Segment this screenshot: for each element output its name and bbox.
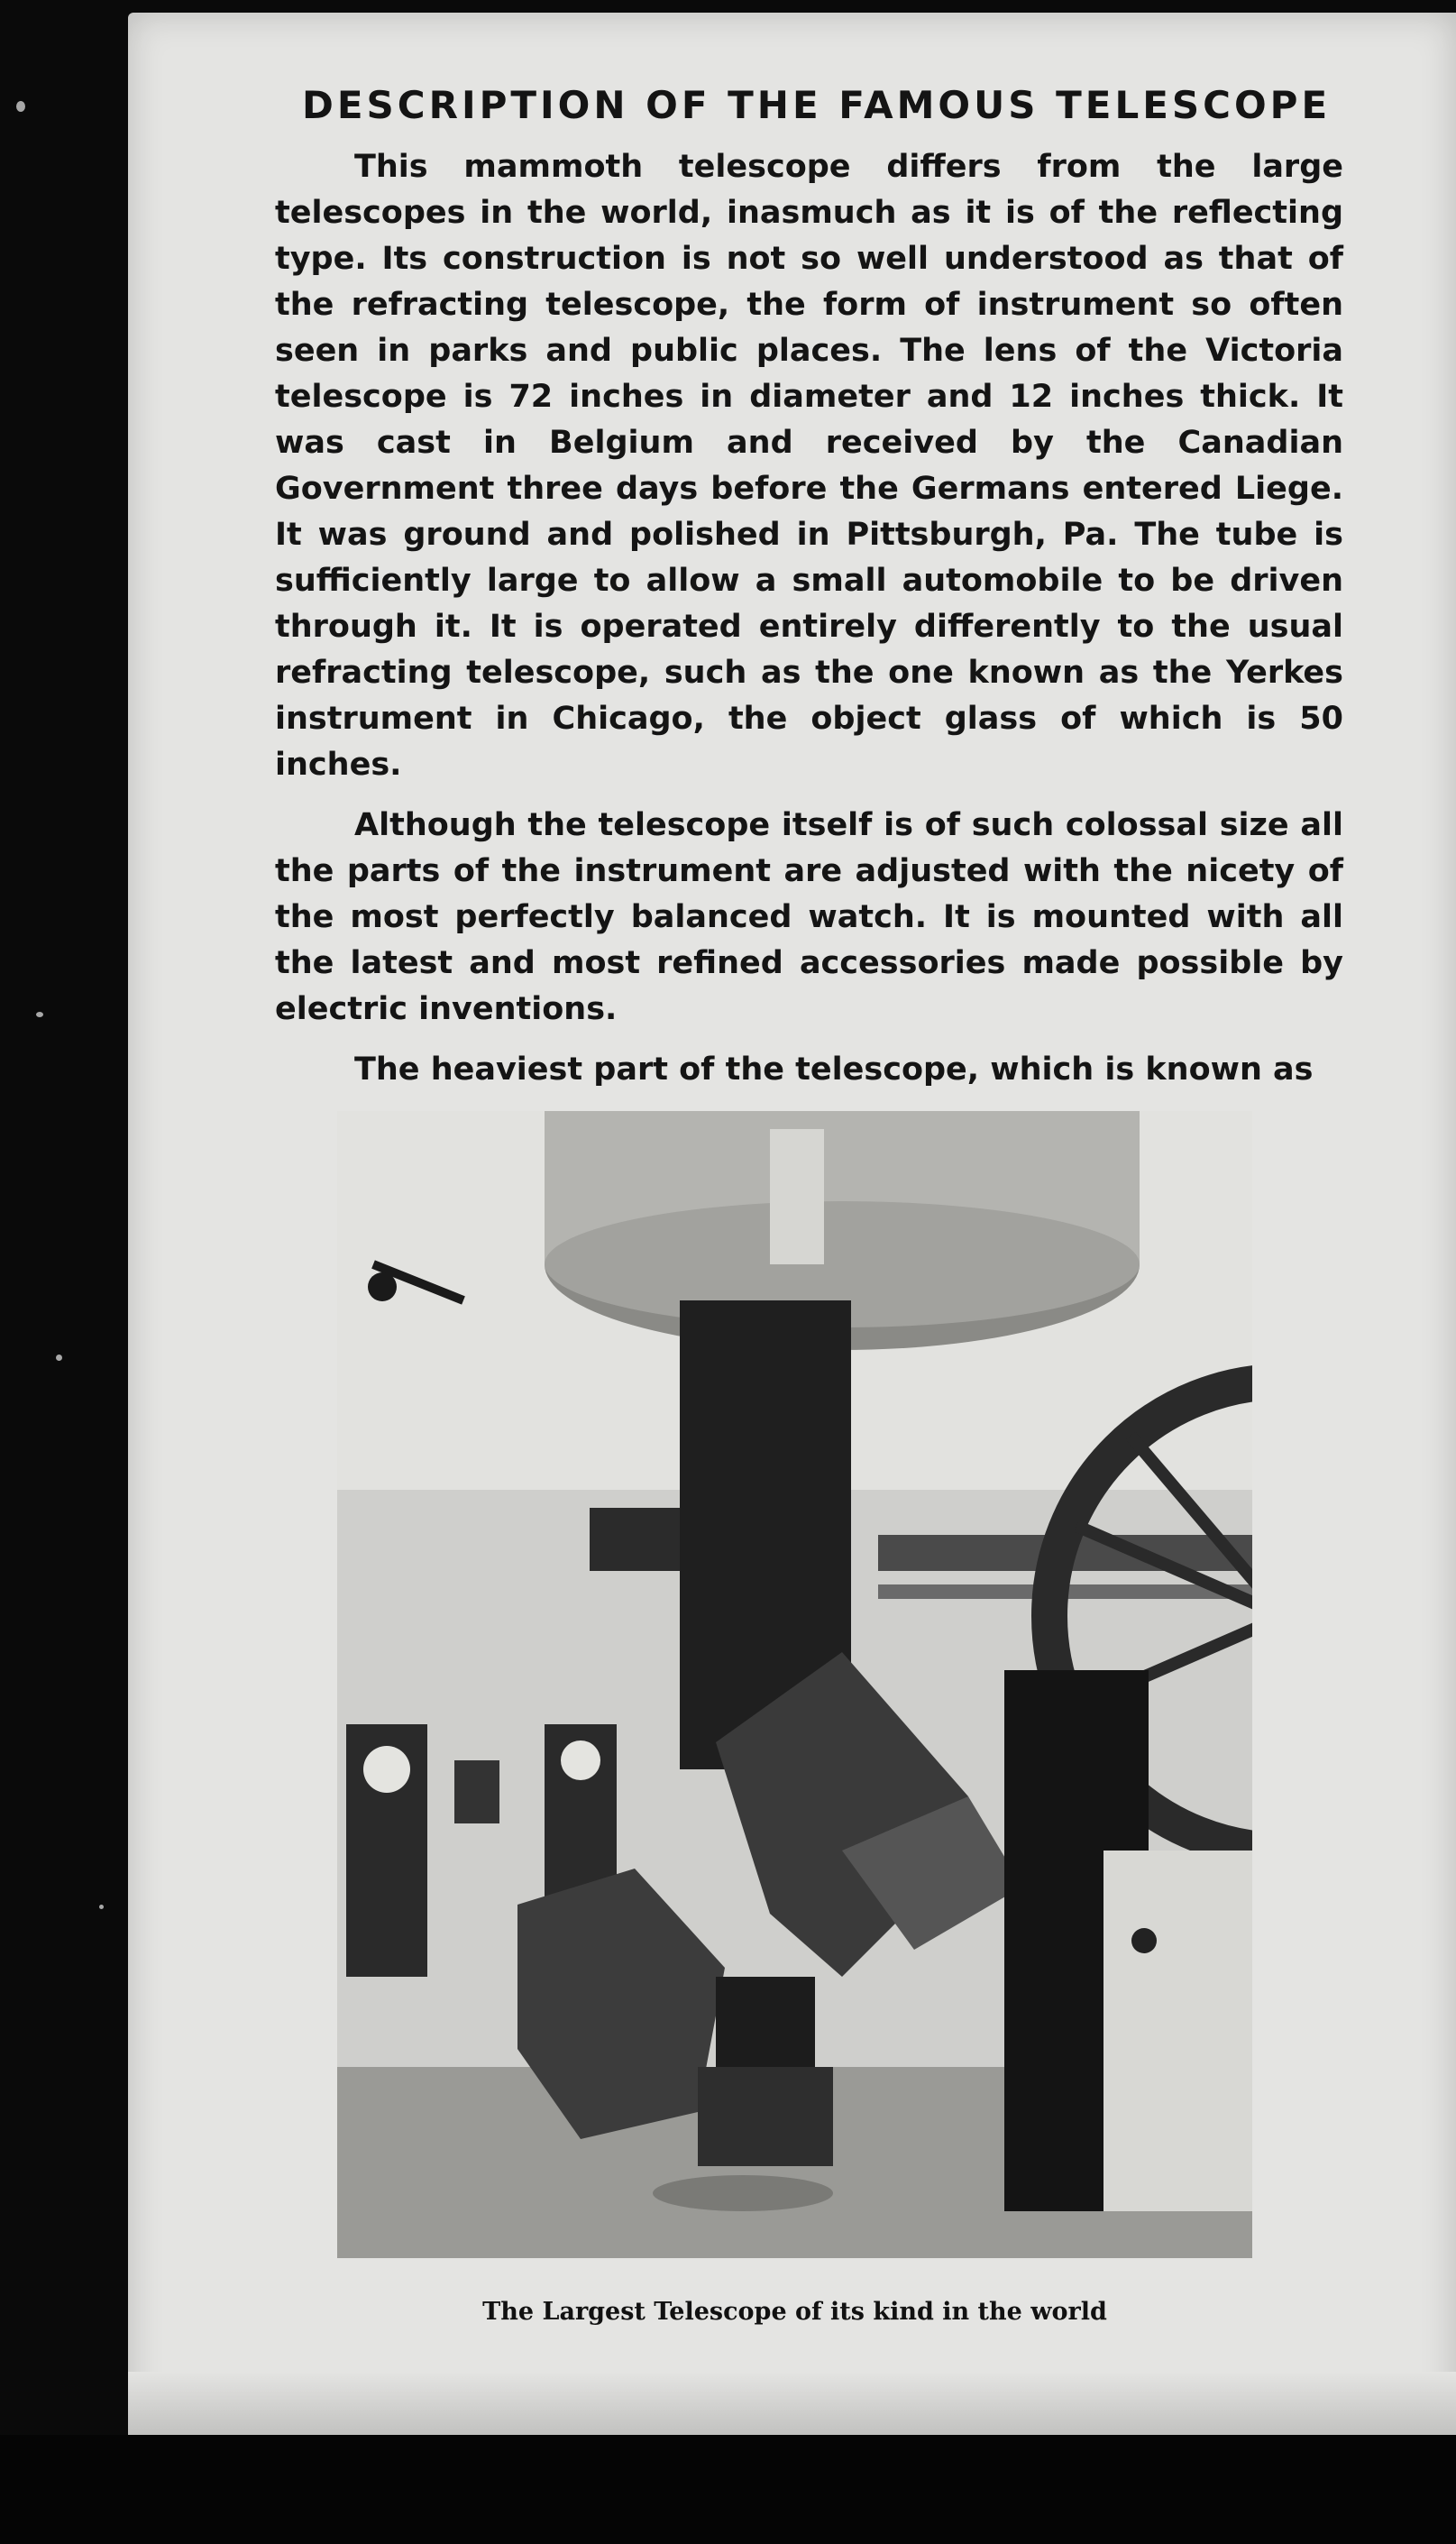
document-heading: DESCRIPTION OF THE FAMOUS TELESCOPE [302, 83, 1332, 127]
dust-speck [56, 1355, 62, 1361]
scan-bottom-band [0, 2435, 1456, 2544]
photo-floor-plate [653, 2175, 833, 2211]
dust-speck [16, 101, 25, 112]
photo-pier-panel [1103, 1851, 1252, 2211]
photo-handle-knob [368, 1272, 397, 1301]
telescope-photograph [337, 1111, 1252, 2258]
body-text [275, 144, 1343, 1107]
photo-side-box [590, 1508, 680, 1571]
photo-wall-box [454, 1760, 499, 1823]
paragraph-2: Although the telescope itself is of such colossal size all the parts of the instrument are adjusted with the nicety of the most perfectly balanced watch. It is mounted with all the latest and most refined accessories made possible by electric inventions. [275, 807, 1343, 1027]
dust-speck [36, 1012, 43, 1017]
photo-pier-knob [1131, 1928, 1157, 1953]
page-bottom-edge [128, 2372, 1456, 2444]
photo-floor-box-lower [698, 2067, 833, 2166]
photo-gauge [561, 1740, 600, 1780]
photo-gauge [363, 1746, 410, 1793]
photo-caption: The Largest Telescope of its kind in the world [482, 2298, 1107, 2326]
paragraph-3: The heaviest part of the telescope, which is known as [354, 1052, 1314, 1088]
telescope-photo-drawing [337, 1111, 1252, 2258]
paragraph-1: This mammoth telescope differs from the large telescopes in the world, inasmuch as it is of the reflecting type. Its construction is not so well understood as that of the refracting telescope, the form of instrument so often seen in parks and public places. The lens of the Victoria telescope is 72 inches in diameter and 12 inches thick. It was cast in Belgium and received by the Canadian Government three days before the Germans entered Liege. It was ground and polished in Pittsburgh, Pa. The tube is sufficiently large to allow a small automobile to be driven through it. It is operated entirely differently to the usual refracting telescope, such as the one known as the Yerkes instrument in Chicago, the object glass of which is 50 inches. [275, 149, 1343, 783]
photo-tube-highlight [770, 1129, 824, 1264]
dust-speck [99, 1905, 104, 1909]
